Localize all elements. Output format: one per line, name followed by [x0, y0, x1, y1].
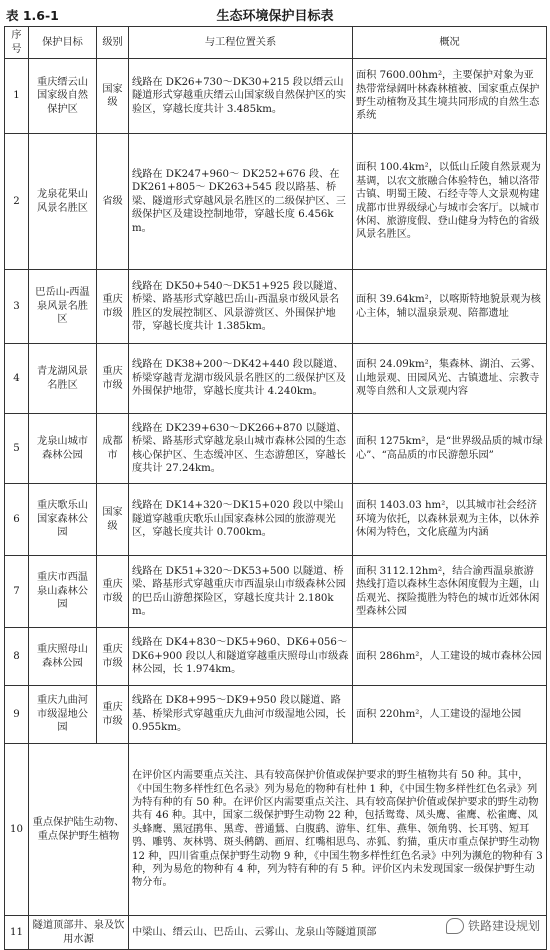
watermark: [446, 917, 540, 934]
row-relation: 线路在 DK51+320～DK53+500 以隧道、桥梁、路基形式穿越重庆市西温泉山市级森林公园的巴岳山游憩探险区，穿越长度共计 2.180km。: [129, 556, 353, 628]
row-level: 省级: [97, 134, 129, 270]
row-number: 5: [5, 414, 29, 484]
header-no: 序号: [5, 27, 29, 59]
table-row: [5, 59, 547, 134]
table-row: [5, 484, 547, 556]
row-relation: 线路在 DK26+730～DK30+215 段以缙云山隧道形式穿越重庆缙云山国家级自然保护区的实验区，穿越长度共计 3.485km。: [129, 59, 353, 134]
row-target: 重庆歌乐山国家森林公园: [29, 484, 97, 556]
row-relation: 线路在 DK38+200～DK42+440 段以隧道、桥梁穿越青龙湖市级风景名胜区的二级保护区及外围保护地带，穿越长度共计 4.240km。: [129, 344, 353, 414]
row-overview: 面积 220hm²，人工建设的湿地公园: [353, 686, 547, 744]
row-overview: 面积 1403.03 hm²，以其城市社会经济环境为依托，以森林景观为主体，以休养休闲为特色，文化底蕴为内涵: [353, 484, 547, 556]
table-row: [5, 344, 547, 414]
table-title: 生态环境保护目标表: [216, 9, 334, 24]
row-level: 重庆市级: [97, 628, 129, 686]
table-row: [5, 556, 547, 628]
wechat-icon: [446, 918, 464, 934]
row-number: 10: [5, 744, 29, 916]
row-level: 国家级: [97, 59, 129, 134]
header-level: 级别: [97, 27, 129, 59]
table-caption: [6, 4, 544, 26]
table-row: [5, 744, 547, 916]
row-level: 重庆市级: [97, 556, 129, 628]
watermark-text: 铁路建设规划: [467, 919, 540, 933]
table-row: [5, 270, 547, 344]
row-number: 6: [5, 484, 29, 556]
row-number: 2: [5, 134, 29, 270]
row-overview: 面积 3112.12hm²，结合渝西温泉旅游热线打造以森林生态休闲度假为主题，山岳观光、探险揽胜为特色的城市近郊休闲型森林公园: [353, 556, 547, 628]
table-row: [5, 134, 547, 270]
header-row: [5, 27, 547, 59]
row-overview: 面积 1275km²，是“世界级品质的城市绿心”、“高品质的市民游憩乐园”: [353, 414, 547, 484]
row-overview: 面积 24.09km²，集森林、湖泊、云雾、山地景观、田园风光、古镇遗址、宗教寺观等自然和人文景观内容: [353, 344, 547, 414]
row-overview: 面积 7600.00hm²，主要保护对象为亚热带常绿阔叶林森林植被、国家重点保护野生动植物及其生境共同形成的自然生态系统: [353, 59, 547, 134]
row-relation: 线路在 DK14+320～DK15+020 段以中梁山隧道穿越重庆歌乐山国家森林公园的旅游观光区，穿越长度共计 0.700km。: [129, 484, 353, 556]
row-relation: 线路在 DK247+960～ DK252+676 段、在 DK261+805～ DK263+545 段以路基、桥梁、隧道形式穿越风景名胜区的二级保护区、三级保护区及建设控制地带，穿越长度 6.456km。: [129, 134, 353, 270]
row-relation: 线路在 DK8+995～DK9+950 段以隧道、路基、桥梁形式穿越重庆九曲河市级湿地公园，长 0.955km。: [129, 686, 353, 744]
row-level: 重庆市级: [97, 270, 129, 344]
row-description: 中梁山、缙云山、巴岳山、云雾山、龙泉山等隧道顶部: [129, 916, 547, 950]
row-level: 重庆市级: [97, 686, 129, 744]
row-number: 9: [5, 686, 29, 744]
table-row: [5, 686, 547, 744]
row-number: 7: [5, 556, 29, 628]
row-overview: 面积 39.64km²，以喀斯特地貌景观为核心主体，辅以温泉景观、陪都遗址: [353, 270, 547, 344]
row-level: 重庆市级: [97, 344, 129, 414]
row-relation: 线路在 DK239+630～DK266+870 以隧道、桥梁、路基形式穿越龙泉山城市森林公园的生态核心保护区、生态缓冲区、生态游憩区，穿越长度共计 27.24km。: [129, 414, 353, 484]
row-number: 11: [5, 916, 29, 950]
row-description: 在评价区内需要重点关注、具有较高保护价值或保护要求的野生植物共有 50 种。其中，《中国生物多样性红色名录》列为易危的物种有杜仲 1 种，《中国生物多样性红色名录》列为特有种的有 50 种。在评价区内需要重点关注、具有较高保护价值或保护要求的野生动物共有 46 种。其中，国家二级保护野生动物 22 种，包括鸳鸯、凤头鹰、雀鹰、松雀鹰、凤头蜂鹰、黑冠鹃隼、黑鸢、普通鵟、白腹鹞、游隼、红隼、燕隼、领角鸮、长耳鸮、短耳鸮、雕鸮、灰林鸮、斑头鸺鹠、画眉、红嘴相思鸟、赤狐、豹猫，重庆市重点保护野生动物 12 种，四川省重点保护野生动物 9 种，《中国生物多样性红色名录》中列为濒危的物种有 3 种，列为易危的物种有 4 种，列为特有种的有 5 种。评价区内未发现国家一级保护野生动物分布。: [129, 744, 547, 916]
table-number: 表 1.6-1: [6, 8, 59, 23]
row-number: 4: [5, 344, 29, 414]
row-target: 龙泉花果山风景名胜区: [29, 134, 97, 270]
row-target: 龙泉山城市森林公园: [29, 414, 97, 484]
row-level: 成都市: [97, 414, 129, 484]
row-target: 重庆照母山森林公园: [29, 628, 97, 686]
row-overview: 面积 286hm²，人工建设的城市森林公园: [353, 628, 547, 686]
row-level: 国家级: [97, 484, 129, 556]
row-target: 重点保护陆生动物、重点保护野生植物: [29, 744, 129, 916]
row-target: 重庆九曲河市级湿地公园: [29, 686, 97, 744]
table-row: [5, 414, 547, 484]
table-row: [5, 628, 547, 686]
protection-target-table: [4, 26, 547, 950]
row-relation: 线路在 DK50+540～DK51+925 段以隧道、桥梁、路基形式穿越巴岳山-西温泉市级风景名胜区的发展控制区、风景游赏区、外围保护地带，穿越长度共计 1.385km。: [129, 270, 353, 344]
header-relation: 与工程位置关系: [129, 27, 353, 59]
header-target: 保护目标: [29, 27, 97, 59]
row-target: 重庆缙云山国家级自然保护区: [29, 59, 97, 134]
header-overview: 概况: [353, 27, 547, 59]
row-number: 3: [5, 270, 29, 344]
row-target: 重庆市西温泉山森林公园: [29, 556, 97, 628]
row-number: 1: [5, 59, 29, 134]
row-target: 青龙湖风景名胜区: [29, 344, 97, 414]
row-target: 巴岳山-西温泉风景名胜区: [29, 270, 97, 344]
row-relation: 线路在 DK4+830～DK5+960、DK6+056～DK6+900 段以人和隧道穿越重庆照母山市级森林公园，长 1.974km。: [129, 628, 353, 686]
row-target: 隧道顶部井、泉及饮用水源: [29, 916, 129, 950]
row-overview: 面积 100.4km²，以低山丘陵自然景观为基调，以农文旅融合体验特色，辅以洛带古镇、明蜀王陵、石经寺等人文景观构建成都市世界级绿心与城市会客厅。以城市休闲、旅游度假、登山健身为特色的省级风景名胜区。: [353, 134, 547, 270]
row-number: 8: [5, 628, 29, 686]
